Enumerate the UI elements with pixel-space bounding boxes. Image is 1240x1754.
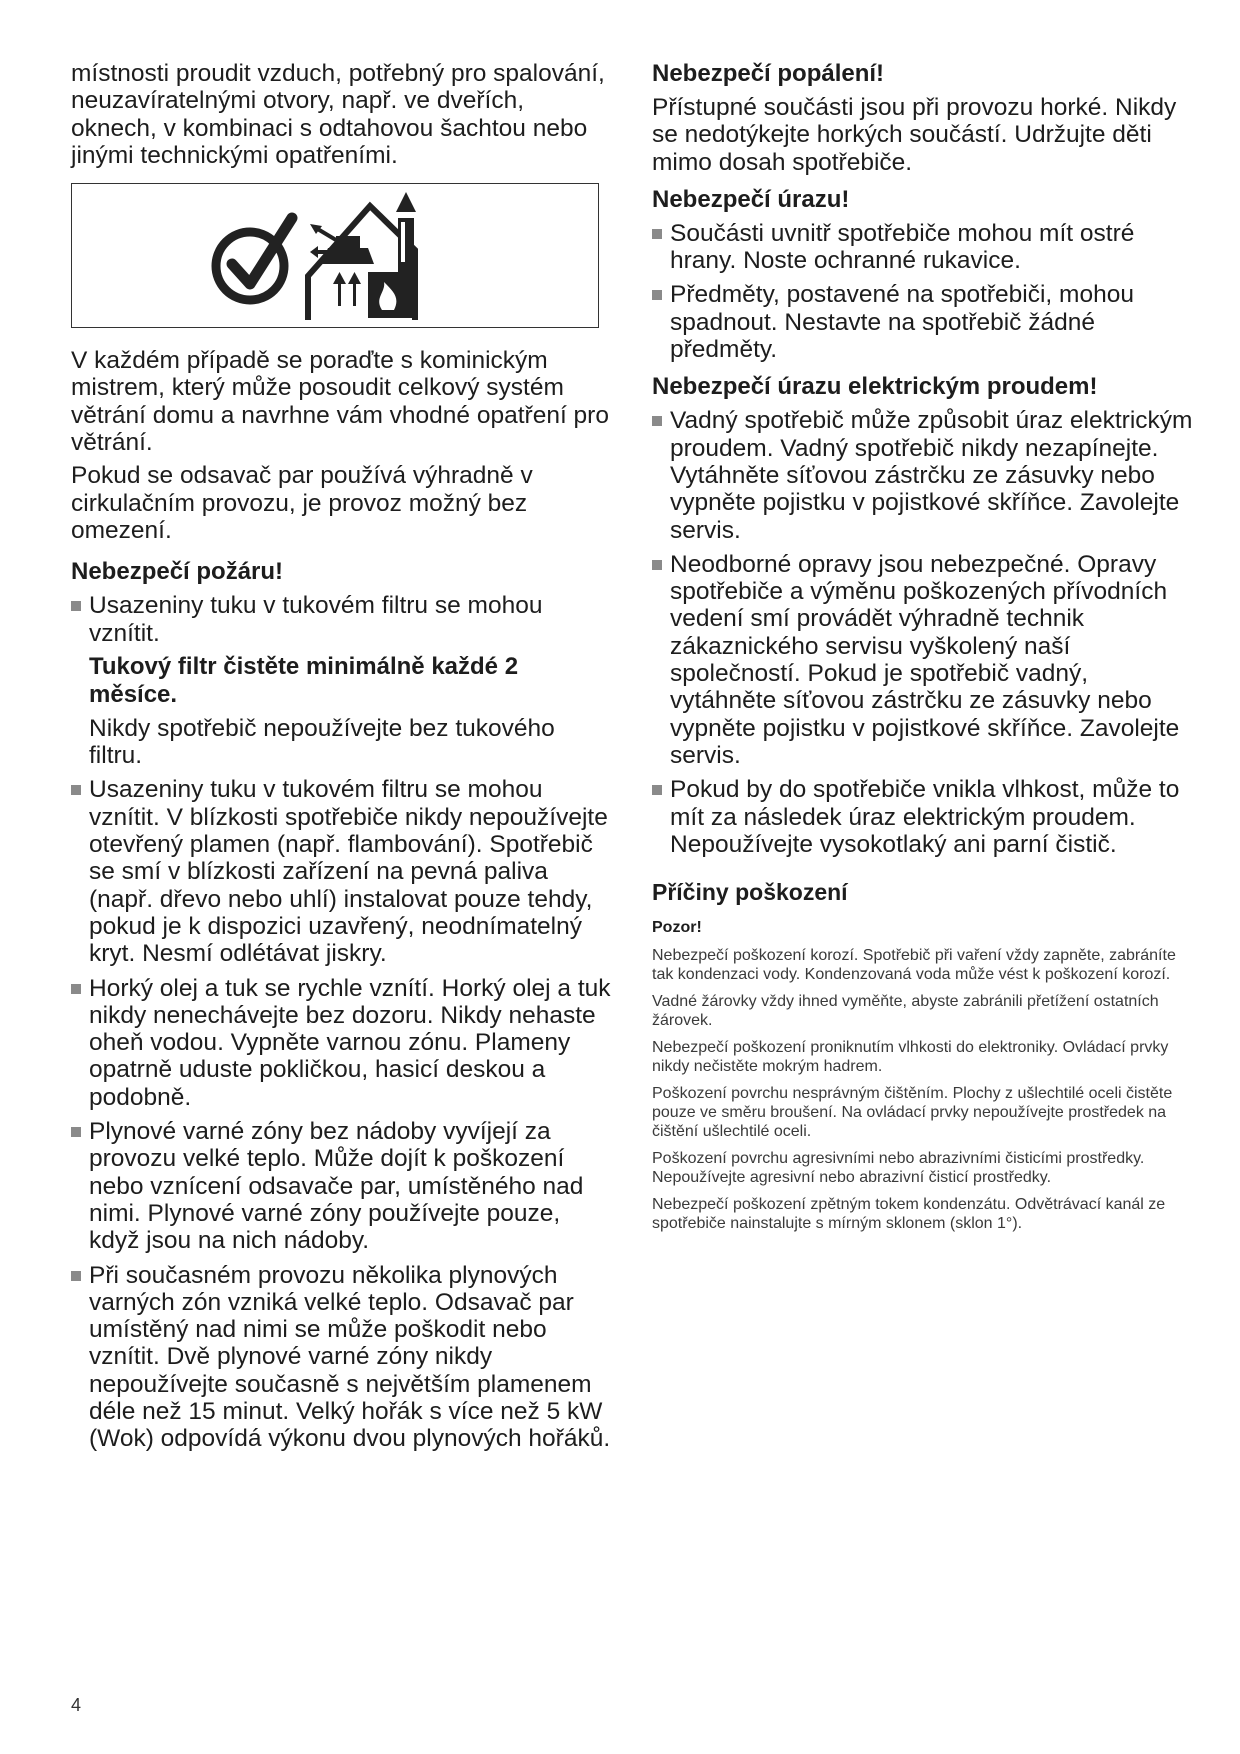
list-item-text: Neodborné opravy jsou nebezpečné. Opravy spotřebiče a výměnu poškozených přívodních vedení smí provádět výhradně technik zákaznického servisu vyškolený naší společností. Pokud je spotřebič vadný, vytáhněte síťovou zástrčku ze zásuvky nebo vypněte pojistku v pojistkové skříňce. Zavolejte servis. bbox=[670, 550, 1180, 769]
bullet-marker bbox=[652, 290, 662, 300]
page-number: 4 bbox=[71, 1695, 82, 1715]
grease-filter-note: Nikdy spotřebič nepoužívejte bez tukového filtru. bbox=[89, 714, 555, 770]
burn-danger-heading: Nebezpečí popálení! bbox=[652, 60, 885, 87]
list-item-text: Pokud by do spotřebiče vnikla vlhkost, může to mít za následek úraz elektrickým proudem. Nepoužívejte vysokotlaký ani parní čistič. bbox=[670, 776, 1180, 858]
list-item bbox=[652, 281, 1197, 363]
chimney-sweep-paragraph: V každém případě se poraďte s kominickým mistrem, který může posoudit celkový systém větrání domu a navrhne vám vhodné opatření pro větrání. bbox=[71, 347, 609, 457]
burn-danger-text: Přístupné součásti jsou při provozu horké. Nikdy se nedotýkejte horkých součástí. Udržujte děti mimo dosah spotřebiče. bbox=[652, 94, 1177, 176]
list-item bbox=[652, 220, 1197, 275]
damage-causes-heading: Příčiny poškození bbox=[652, 879, 848, 906]
list-item-text: Předměty, postavené na spotřebiči, mohou spadnout. Nestavte na spotřebič žádné předměty. bbox=[670, 281, 1134, 364]
damage-paragraph: Poškození povrchu nesprávným čištěním. Plochy z ušlechtilé oceli čistěte pouze ve směru broušení. Na ovládací prvky nepoužívejte prostředek na čištění ušlechtilé oceli. bbox=[652, 1085, 1173, 1141]
damage-paragraph: Vadné žárovky vždy ihned vyměňte, abyste zabránili přetížení ostatních žárovek. bbox=[652, 993, 1159, 1030]
bullet-marker bbox=[71, 785, 81, 795]
list-item bbox=[71, 592, 611, 647]
left-column bbox=[71, 60, 611, 1453]
list-item bbox=[71, 776, 611, 967]
fire-danger-heading: Nebezpečí požáru! bbox=[71, 558, 284, 586]
list-item-text: Vadný spotřebič může způsobit úraz elektrickým proudem. Vadný spotřebič nikdy nezapínejte. Vytáhněte síťovou zástrčku ze zásuvky nebo vypněte pojistku v pojistkové skříňce. Zavolejte servis. bbox=[670, 407, 1193, 544]
bullet-marker bbox=[71, 1271, 81, 1281]
list-item-text: Při současném provozu několika plynových varných zón vzniká velké teplo. Odsavač par umístěný nad nimi se může poškodit nebo vznítit. Dvě plynové varné zóny nikdy nepoužívejte současně s největším plamenem déle než 15 minut. Velký hořák s více než 5 kW (Wok) odpovídá výkonu dvou plynových hořáků. bbox=[89, 1261, 611, 1453]
injury-danger-heading: Nebezpečí úrazu! bbox=[652, 185, 850, 213]
bullet-marker bbox=[652, 416, 662, 426]
list-item-text: Horký olej a tuk se rychle vznítí. Horký olej a tuk nikdy nenechávejte bez dozoru. Nikdy nehaste oheň vodou. Vypněte varnou zónu. Plameny opatrně uduste pokličkou, hasicí deskou a podobně. bbox=[89, 974, 611, 1111]
intro-paragraph: místnosti proudit vzduch, potřebný pro spalování, neuzavíratelnými otvory, např. ve dveřích, oknech, v kombinaci s odtahovou šachtou nebo jinými technickými opatřeními. bbox=[71, 60, 605, 169]
list-item-text: Součásti uvnitř spotřebiče mohou mít ostré hrany. Noste ochranné rukavice. bbox=[670, 219, 1135, 275]
bullet-marker bbox=[71, 1127, 81, 1137]
grease-filter-instruction: Tukový filtr čistěte minimálně každé 2 měsíce. bbox=[89, 652, 519, 708]
bullet-marker bbox=[71, 601, 81, 611]
ventilation-illustration bbox=[210, 188, 460, 323]
electric-danger-heading: Nebezpečí úrazu elektrickým proudem! bbox=[652, 373, 1098, 401]
list-item-text: Plynové varné zóny bez nádoby vyvíjejí za provozu velké teplo. Může dojít k poškození nebo vznícení odsavače par, umístěného nad nimi. Plynové varné zóny používejte pouze, když jsou na nich nádoby. bbox=[89, 1118, 584, 1255]
list-item-text: Usazeniny tuku v tukovém filtru se mohou vznítit. V blízkosti spotřebiče nikdy nepoužívejte otevřený plamen (např. flambování). Spotřebič se smí v blízkosti zařízení na pevná paliva (např. dřevo nebo uhlí) instalovat pouze tehdy, pokud je k dispozici uzavřený, neodnímatelný kryt. Nesmí odlétávat jiskry. bbox=[89, 776, 608, 968]
bullet-marker bbox=[652, 785, 662, 795]
right-column bbox=[652, 60, 1197, 1233]
list-item bbox=[71, 975, 611, 1111]
circulation-paragraph: Pokud se odsavač par používá výhradně v cirkulačním provozu, je provoz možný bez omezení. bbox=[71, 462, 533, 544]
damage-paragraph: Nebezpečí poškození proniknutím vlhkosti do elektroniky. Ovládací prvky nikdy nečistěte mokrým hadrem. bbox=[652, 1039, 1169, 1076]
damage-paragraph: Poškození povrchu agresivními nebo abrazivními čisticími prostředky. Nepoužívejte agresivní nebo abrazivní čisticí prostředky. bbox=[652, 1150, 1145, 1187]
damage-paragraph: Nebezpečí poškození korozí. Spotřebič při vaření vždy zapněte, zabráníte tak kondenzaci vody. Kondenzovaná voda může vést k poškození korozí. bbox=[652, 947, 1176, 984]
house-ventilation-icon bbox=[308, 192, 416, 320]
damage-paragraph: Nebezpečí poškození zpětným tokem kondenzátu. Odvětrávací kanál ze spotřebiče nainstalujte s mírným sklonem (sklon 1°). bbox=[652, 1196, 1166, 1233]
bullet-marker bbox=[652, 229, 662, 239]
checkmark-icon bbox=[216, 218, 292, 300]
electric-bullet-list bbox=[652, 407, 1197, 858]
fire-bullet-list-2 bbox=[71, 776, 611, 1452]
list-item bbox=[71, 1262, 611, 1453]
list-item-text: Usazeniny tuku v tukovém filtru se mohou vznítit. bbox=[89, 592, 543, 647]
caution-label: Pozor! bbox=[652, 919, 702, 937]
bullet-marker bbox=[652, 560, 662, 570]
fire-bullet-list bbox=[71, 592, 611, 647]
ventilation-figure bbox=[71, 183, 599, 328]
list-item bbox=[652, 407, 1197, 543]
bullet-marker bbox=[71, 984, 81, 994]
injury-bullet-list bbox=[652, 220, 1197, 363]
list-item bbox=[652, 551, 1197, 769]
list-item bbox=[652, 776, 1197, 858]
list-item bbox=[71, 1118, 611, 1254]
